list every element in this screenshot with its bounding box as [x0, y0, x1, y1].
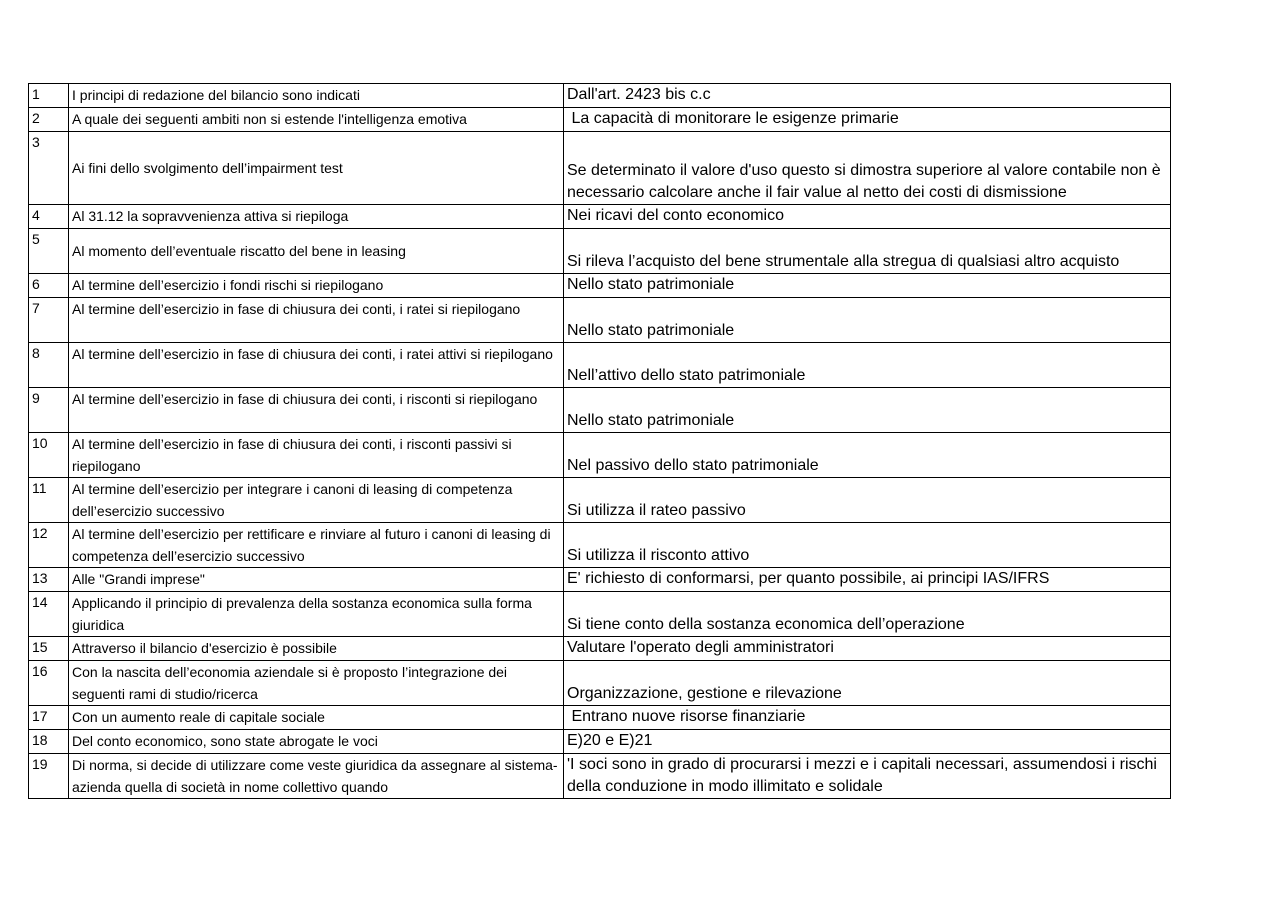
answer-cell: Si utilizza il rateo passivo — [564, 478, 1171, 523]
question-cell: A quale dei seguenti ambiti non si estende l'intelligenza emotiva — [69, 108, 564, 132]
table-row — [29, 132, 1171, 205]
question-cell: Con la nascita dell’economia aziendale si è proposto l’integrazione dei seguenti rami di studio/ricerca — [69, 661, 564, 706]
question-cell: Del conto economico, sono state abrogate le voci — [69, 730, 564, 754]
question-cell: Al termine dell’esercizio in fase di chiusura dei conti, i risconti passivi si riepilogano — [69, 433, 564, 478]
table-row — [29, 754, 1171, 799]
row-number: 8 — [29, 343, 69, 388]
question-cell: Al termine dell’esercizio per rettificare e rinviare al futuro i canoni di leasing di competenza dell’esercizio successivo — [69, 523, 564, 568]
answer-cell: Organizzazione, gestione e rilevazione — [564, 661, 1171, 706]
question-cell: Al momento dell’eventuale riscatto del bene in leasing — [69, 229, 564, 274]
row-number: 10 — [29, 433, 69, 478]
row-number: 16 — [29, 661, 69, 706]
row-number: 13 — [29, 568, 69, 592]
table-row — [29, 730, 1171, 754]
row-number: 14 — [29, 592, 69, 637]
question-cell: Al termine dell’esercizio i fondi rischi si riepilogano — [69, 274, 564, 298]
row-number: 5 — [29, 229, 69, 274]
row-number: 7 — [29, 298, 69, 343]
table-row — [29, 433, 1171, 478]
answer-cell: Nei ricavi del conto economico — [564, 205, 1171, 229]
question-cell: Di norma, si decide di utilizzare come veste giuridica da assegnare al sistema-azienda quella di società in nome collettivo quando — [69, 754, 564, 799]
question-cell: Al termine dell’esercizio in fase di chiusura dei conti, i risconti si riepilogano — [69, 388, 564, 433]
row-number: 1 — [29, 84, 69, 108]
table-row — [29, 343, 1171, 388]
question-cell: Ai fini dello svolgimento dell’impairment test — [69, 132, 564, 205]
row-number: 4 — [29, 205, 69, 229]
answer-cell: Si utilizza il risconto attivo — [564, 523, 1171, 568]
table-row — [29, 274, 1171, 298]
answer-cell: 'I soci sono in grado di procurarsi i mezzi e i capitali necessari, assumendosi i rischi della conduzione in modo illimitato e solidale — [564, 754, 1171, 799]
table-row — [29, 523, 1171, 568]
row-number: 18 — [29, 730, 69, 754]
answer-cell: Dall'art. 2423 bis c.c — [564, 84, 1171, 108]
row-number: 17 — [29, 706, 69, 730]
answer-cell: La capacità di monitorare le esigenze primarie — [564, 108, 1171, 132]
row-number: 11 — [29, 478, 69, 523]
table-row — [29, 108, 1171, 132]
table-row — [29, 568, 1171, 592]
question-cell: Applicando il principio di prevalenza della sostanza economica sulla forma giuridica — [69, 592, 564, 637]
row-number: 3 — [29, 132, 69, 205]
row-number: 9 — [29, 388, 69, 433]
qa-table — [28, 83, 1171, 799]
answer-cell: Nello stato patrimoniale — [564, 298, 1171, 343]
table-row — [29, 592, 1171, 637]
table-row — [29, 388, 1171, 433]
table-row — [29, 229, 1171, 274]
answer-cell: Nello stato patrimoniale — [564, 388, 1171, 433]
question-cell: Al termine dell’esercizio per integrare i canoni di leasing di competenza dell’esercizio successivo — [69, 478, 564, 523]
row-number: 6 — [29, 274, 69, 298]
answer-cell: Nel passivo dello stato patrimoniale — [564, 433, 1171, 478]
table-row — [29, 298, 1171, 343]
answer-cell: Nello stato patrimoniale — [564, 274, 1171, 298]
answer-cell: E)20 e E)21 — [564, 730, 1171, 754]
question-cell: Alle "Grandi imprese" — [69, 568, 564, 592]
question-cell: Al termine dell’esercizio in fase di chiusura dei conti, i ratei attivi si riepilogano — [69, 343, 564, 388]
row-number: 12 — [29, 523, 69, 568]
row-number: 19 — [29, 754, 69, 799]
question-cell: Al 31.12 la sopravvenienza attiva si riepiloga — [69, 205, 564, 229]
table-row — [29, 205, 1171, 229]
answer-cell: Valutare l'operato degli amministratori — [564, 637, 1171, 661]
answer-cell: Si tiene conto della sostanza economica dell’operazione — [564, 592, 1171, 637]
question-cell: Al termine dell’esercizio in fase di chiusura dei conti, i ratei si riepilogano — [69, 298, 564, 343]
question-cell: Con un aumento reale di capitale sociale — [69, 706, 564, 730]
question-cell: Attraverso il bilancio d'esercizio è possibile — [69, 637, 564, 661]
table-row — [29, 706, 1171, 730]
table-row — [29, 478, 1171, 523]
answer-cell: Nell’attivo dello stato patrimoniale — [564, 343, 1171, 388]
answer-cell: Se determinato il valore d'uso questo si dimostra superiore al valore contabile non è necessario calcolare anche il fair value al netto dei costi di dismissione — [564, 132, 1171, 205]
row-number: 2 — [29, 108, 69, 132]
table-row — [29, 637, 1171, 661]
answer-cell: Si rileva l’acquisto del bene strumentale alla stregua di qualsiasi altro acquisto — [564, 229, 1171, 274]
answer-cell: Entrano nuove risorse finanziarie — [564, 706, 1171, 730]
question-cell: I principi di redazione del bilancio sono indicati — [69, 84, 564, 108]
table-row — [29, 84, 1171, 108]
row-number: 15 — [29, 637, 69, 661]
table-row — [29, 661, 1171, 706]
answer-cell: E' richiesto di conformarsi, per quanto possibile, ai principi IAS/IFRS — [564, 568, 1171, 592]
